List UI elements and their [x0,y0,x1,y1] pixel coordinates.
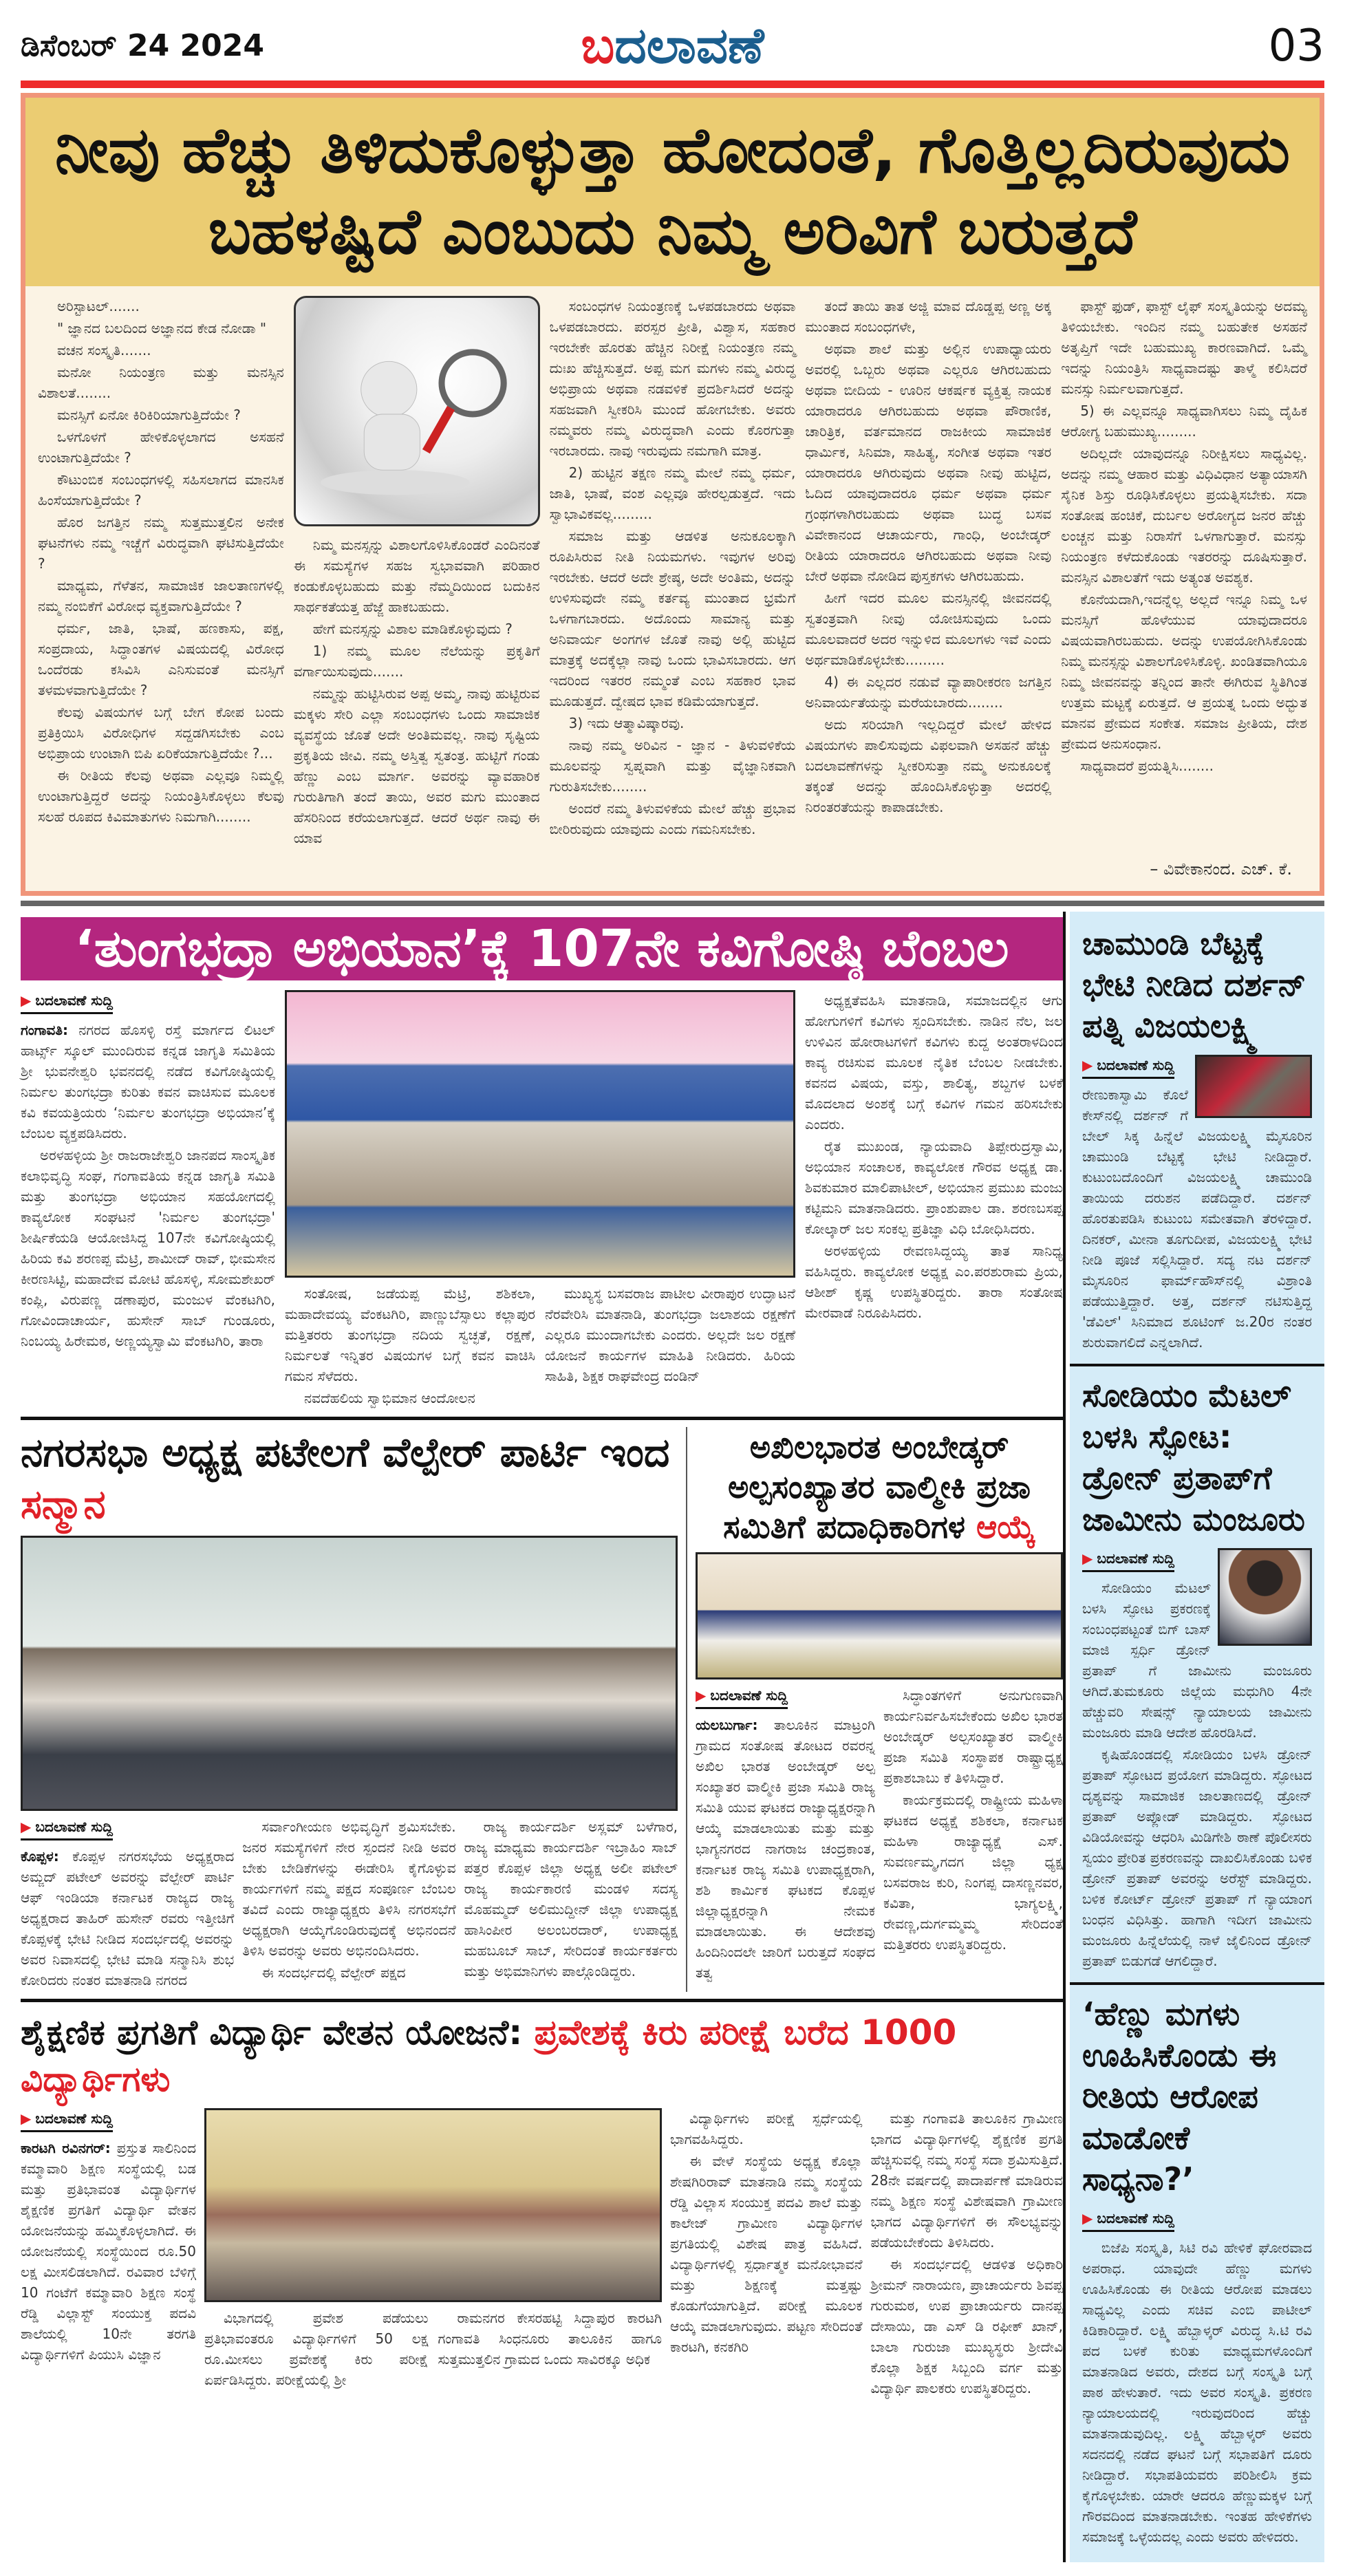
section-divider [21,1417,1063,1420]
tungabhadra-middle [285,990,795,1410]
scholarship-middle [204,2108,662,2400]
lead-text: ತಾಲೂಕಿನ ಮಾಟ್ರಂಗಿ ಗ್ರಾಮದ ಸಂತೋಷ ತೋಟದ ರವರನ್ನ ಅಖಿಲ ಭಾರತ ಅಂಬೇಡ್ಕರ್ ಅಲ್ಪ ಸಂಖ್ಯಾತರ ವಾಲ್ಮೀಕಿ ಪ್ರಜಾ ಸಮಿತಿ ರಾಜ್ಯ ಸಮಿತಿ ಯುವ ಘಟಕದ ರಾಜ್ಯಾಧ್ಯಕ್ಷರನ್ನಾಗಿ ಆಯ್ಕೆ ಮಾಡಲಾಯಿತು ಮತ್ತು ಮತ್ತು ಭಾಗ್ಯನಗರದ ನಾಗರಾಜ ಚಂದ್ರಕಾಂತ, ಕರ್ನಾಟಕ ರಾಜ್ಯ ಸಮಿತಿ ಉಪಾಧ್ಯಕ್ಷರಾಗಿ, ಶಶಿ ಕಾರ್ಮಿಕ ಘಟಕದ ಕೊಪ್ಪಳ ಜಿಲ್ಲಾಧ್ಯಕ್ಷರನ್ನಾಗಿ ನೇಮಕ ಮಾಡಲಾಯಿತು. ಈ ಆದೇಶವು ಹಿಂದಿನಿಂದಲೇ ಜಾರಿಗೆ ಬರುತ್ತದೆ ಸಂಘದ ತತ್ವ [696,1717,875,1981]
paragraph: ರಾಮನಗರ ಕೇಸರಹಟ್ಟಿ ಸಿದ್ದಾಪುರ ಕಾರಟಗಿ ಗಂಗಾವತಿ ಸಿಂಧನೂರು ತಾಲೂಕಿನ ಹಾಗೂ ಸುತ್ತಮುತ್ತಲಿನ ಗ್ರಾಮದ ಒಂದು ಸಾವಿರಕ್ಕೂ ಅಧಿಕ [438,2310,662,2368]
paragraph: ಈ ಸಂದರ್ಭದಲ್ಲಿ ವೆಲ್ಪೇರ್ ಪಕ್ಷದ [261,1964,406,1981]
tungabhadra-column-2 [285,1283,535,1410]
paragraph: ಅರಳಹಳ್ಳಿಯ ರೇವಣಸಿದ್ದಯ್ಯ ತಾತ ಸಾನಿಧ್ಯ ವಹಿಸಿದ್ದರು. ಕಾವ್ಯಲೋಕ ಅಧ್ಯಕ್ಷ ಎಂ.ಪರಶುರಾಮ ಪ್ರಿಯ, ಆಶೀಶ್ ಕೃಷ್ಣ ಉಪಸ್ಥಿತರಿದ್ದರು. ತಾರಾ ಸಂತೋಷ ಮೇರವಾಡೆ ನಿರೂಪಿಸಿದರು. [805,1243,1063,1321]
feature-column-2-wrap [294,296,540,850]
lead-text: ಕೊಪ್ಪಳ ನಗರಸಭೆಯ ಅಧ್ಯಕ್ಷರಾದ ಅಮ್ಜದ್ ಪಟೇಲ್ ಅವರನ್ನು ವೆಲ್ಪೇರ್ ಪಾರ್ಟಿ ಆಫ್ ಇಂಡಿಯಾ ಕರ್ನಾಟಕ ರಾಜ್ಯದ ರಾಜ್ಯ ಅಧ್ಯಕ್ಷರಾದ ತಾಹಿರ್ ಹುಸೇನ್ ರವರು ಇತ್ತೀಚಿಗೆ ಕೊಪ್ಪಳಕ್ಕೆ ಭೇಟಿ ನೀಡಿದ ಸಂದರ್ಭದಲ್ಲಿ ಅವರನ್ನು ಅವರ ನಿವಾಸದಲ್ಲಿ ಭೇಟಿ ಮಾಡಿ ಸನ್ಮಾನಿಸಿ ಶುಭ ಕೋರಿದರು ನಂತರ ಮಾತನಾಡಿ ನಗರದ [21,1848,235,1988]
section-divider [21,1999,1063,2002]
paragraph: ವಿಭಾಗದಲ್ಲಿ ಪ್ರವೇಶ ಪಡೆಯಲು ಪ್ರತಿಭಾವಂತರೂ ವಿದ್ಯಾರ್ಥಿಗಳಿಗೆ 50 ಲಕ್ಷ ರೂ.ಮೀಸಲು ಪ್ರವೇಶಕ್ಕೆ ಕಿರು ಪರೀಕ್ಷೆ ಏರ್ಪಡಿಸಿದ್ದರು. ಪರೀಕ್ಷೆಯಲ್ಲಿ ಶ್ರೀ [204,2310,429,2388]
scholarship-headline [21,2009,1063,2103]
headline-main: ಅಖಿಲಭಾರತ ಅಂಬೇಡ್ಕರ್ ಅಲ್ಪಸಂಖ್ಯಾತರ ವಾಲ್ಮೀಕಿ ಪ್ರಜಾ ಸಮಿತಿಗೆ ಪದಾಧಿಕಾರಿಗಳ [723,1428,1031,1545]
drone-headline: ಸೋಡಿಯಂ ಮೆಟಲ್ ಬಳಸಿ ಸ್ಫೋಟ: ಡ್ರೋನ್ ಪ್ರತಾಪ್‌ಗೆ ಜಾಮೀನು ಮಂಜೂರು [1082,1377,1305,1538]
masthead-divider [21,80,1324,88]
paragraph: ನಿಮ್ಮ ಮನಸ್ಸನ್ನು ವಿಶಾಲಗೊಳಿಸಿಕೊಂಡರೆ ಎಂದಿನಂತೆ ಈ ಸಮಸ್ಯೆಗಳ ಸಹಜ ಸ್ವಭಾವವಾಗಿ ಪರಿಹಾರ ಕಂಡುಕೊಳ್ಳಬಹುದು ಮತ್ತು ನೆಮ್ಮದಿಯಿಂದ ಬದುಕಿನ ಸಾರ್ಥಕತೆಯತ್ತ ಹೆಜ್ಜೆ ಹಾಕಬಹುದು. [293,537,540,615]
paragraph: ಈ ರೀತಿಯ ಕೆಲವು ಅಥವಾ ಎಲ್ಲವೂ ನಿಮ್ಮಲ್ಲಿ ಉಂಟಾಗುತ್ತಿದ್ದರೆ ಅದನ್ನು ನಿಯಂತ್ರಿಸಿಕೊಳ್ಳಲು ಕೆಲವು ಸಲಹೆ ರೂಪದ ಕಿವಿಮಾತುಗಳು ನಿಮಗಾಗಿ........ [38,767,284,825]
paragraph: 5) ಈ ಎಲ್ಲವನ್ನೂ ಸಾಧ್ಯವಾಗಿಸಲು ನಿಮ್ಮ ದೈಹಿಕ ಆರೋಗ್ಯ ಬಹುಮುಖ್ಯ......... [1061,402,1307,440]
scholarship-exam-hall-photo [204,2108,662,2302]
paragraph: ಧರ್ಮ, ಜಾತಿ, ಭಾಷೆ, ಹಣಕಾಸು, ಪಕ್ಷ, ಸಂಪ್ರದಾಯ, ಸಿದ್ಧಾಂತಗಳ ವಿಷಯದಲ್ಲಿ ವಿರೋಧ ಒಂದೆರಡು ಕಸಿವಿಸಿ ಎನಿಸುವಂತೆ ಮನಸ್ಸಿಗೆ ತಳಮಳವಾಗುತ್ತಿದೆಯೇ ? [38,620,284,698]
paragraph: ಅದು ಸರಿಯಾಗಿ ಇಲ್ಲದಿದ್ದರೆ ಮೇಲೆ ಹೇಳಿದ ವಿಷಯಗಳು ಪಾಲಿಸುವುದು ವಿಫಲವಾಗಿ ಅಸಹನೆ ಹೆಚ್ಚು ಬದಲಾವಣೆಗಳನ್ನು ಸ್ವೀಕರಿಸುತ್ತಾ ನಮ್ಮ ಅನುಕೂಲಕ್ಕೆ ತಕ್ಕಂತೆ ಅದನ್ನು ಹೊಂದಿಸಿಕೊಳ್ಳುತ್ತಾ ಅದರಲ್ಲಿ ನಿರಂತರತೆಯನ್ನು ಕಾಪಾಡಬೇಕು. [805,716,1052,815]
welfare-column-1 [21,1816,234,1992]
paragraph: ಹೇಗೆ ಮನಸ್ಸನ್ನು ವಿಶಾಲ ಮಾಡಿಕೊಳ್ಳುವುದು ? [312,621,513,637]
scholarship-column-2 [204,2308,429,2392]
feature-author: – ವಿವೇಕಾನಂದ. ಎಚ್. ಕೆ. [1150,859,1292,879]
paragraph: ಅದಿಲ್ಲದೇ ಯಾವುದನ್ನೂ ನಿರೀಕ್ಷಿಸಲು ಸಾಧ್ಯವಿಲ್ಲ. ಅದನ್ನು ನಮ್ಮ ಆಹಾರ ಮತ್ತು ವಿಧಿವಿಧಾನ ಅತ್ಯಾಯಾಸಗಿ ಸೈನಿಕ ಶಿಸ್ತು ರೂಢಿಸಿಕೊಳ್ಳಲು ಪ್ರಯತ್ನಿಸಬೇಕು. ಸದಾ ಸಂತೋಷ ಹಂಚಿಕೆ, ದುರ್ಬಲ ಅರೋಗ್ಯದ ಜನರ ಹೆಚ್ಚು ಲಂಚ್ಚನ ಮತ್ತು ನಿರಾಸೆಗೆ ಒಳಗಾಗುತ್ತಾರೆ. ಮನಸ್ಸು ನಿಯಂತ್ರಣ ಕಳೆದುಕೊಂಡು ಇತರರನ್ನು ದೂಷಿಸುತ್ತಾರೆ. ಮನಸ್ಸಿನ ವಿಶಾಲತೆಗೆ ಇದು ಅತ್ಯಂತ ಅವಶ್ಯಕ. [1061,445,1307,586]
feature-column-1 [38,296,284,850]
chamundi-text: ರೇಣುಕಾಸ್ವಾಮಿ ಕೊಲೆ ಕೇಸ್‌ನಲ್ಲಿ ದರ್ಶನ್ ಗೆ ಬೇಲ್ ಸಿಕ್ಕ ಹಿನ್ನೆಲೆ ವಿಜಯಲಕ್ಷ್ಮಿ ಮೈಸೂರಿನ ಚಾಮುಂಡಿ ಬೆಟ್ಟಕ್ಕೆ ಭೇಟಿ ನೀಡಿದ್ದಾರೆ. ಕುಟುಂಬದೊಂದಿಗೆ ವಿಜಯಲಕ್ಷ್ಮಿ ಚಾಮುಂಡಿ ತಾಯಿಯ ದರುಶನ ಪಡೆದಿದ್ದಾರೆ. ದರ್ಶನ್ ಹೊರತುಪಡಿಸಿ ಕುಟುಂಬ ಸಮೇತವಾಗಿ ತೆರಳಿದ್ದಾರೆ. ದಿನಕರ್, ಮೀನಾ ತೂಗುದೀಪ, ವಿಜಯಲಕ್ಷ್ಮಿ ಭೇಟಿ ನೀಡಿ ಪೂಜೆ ಸಲ್ಲಿಸಿದ್ದಾರೆ. ಸದ್ಯ ನಟ ದರ್ಶನ್ ಮೈಸೂರಿನ ಫಾರ್ಮ್‌ಹೌಸ್‌ನಲ್ಲಿ ವಿಶ್ರಾಂತಿ ಪಡೆಯುತ್ತಿದ್ದಾರೆ. ಅತ್ತ, ದರ್ಶನ್ ನಟಿಸುತ್ತಿದ್ದ 'ಡೆವಿಲ್' ಸಿನಿಮಾದ ಶೂಟಿಂಗ್ ಜ.20ರ ನಂತರ ಶುರುವಾಗಲಿದೆ ಎನ್ನಲಾಗಿದೆ. [1082,1086,1312,1351]
mbpatil-text: ಬಿಜೆಪಿ ಸಂಸ್ಕೃತಿ, ಸಿಟಿ ರವಿ ಹೇಳಿಕೆ ಘೋರವಾದ ಅಪರಾಧ. ಯಾವುದೇ ಹೆಣ್ಣು ಮಗಳು ಊಹಿಸಿಕೊಂಡು ಈ ರೀತಿಯ ಆರೋಪ ಮಾಡಲು ಸಾಧ್ಯವಿಲ್ಲ ಎಂದು ಸಚಿವ ಎಂಬಿ ಪಾಟೀಲ್ ಕಿಡಿಕಾರಿದ್ದಾರೆ. ಲಕ್ಷ್ಮಿ ಹೆಬ್ಬಾಳ್ಕರ್ ವಿರುದ್ಧ ಸಿ.ಟಿ ರವಿ ಪದ ಬಳಕೆ ಕುರಿತು ಮಾಧ್ಯಮಗಳೊಂದಿಗೆ ಮಾತನಾಡಿದ ಅವರು, ದೇಶದ ಬಗ್ಗೆ ಸಂಸ್ಕೃತಿ ಬಗ್ಗೆ ಪಾಠ ಹೇಳುತಾರೆ. ಇದು ಅವರ ಸಂಸ್ಕೃತಿ. ಪ್ರಕರಣ ನ್ಯಾಯಾಲಯದಲ್ಲಿ ಇರುವುದರಿಂದ ಹೆಚ್ಚು ಮಾತನಾಡುವುದಿಲ್ಲ. ಲಕ್ಷ್ಮಿ ಹೆಬ್ಬಾಳ್ಕರ್ ಅವರು ಸದನದಲ್ಲಿ ನಡೆದ ಘಟನೆ ಬಗ್ಗೆ ಸಭಾಪತಿಗೆ ದೂರು ನೀಡಿದ್ದಾರೆ. ಸಭಾಪತಿಯವರು ಪರಿಶೀಲಿಸಿ ಕ್ರಮ ಕೈಗೊಳ್ಳಬೇಕು. ಯಾರೇ ಆದರೂ ಹೆಣ್ಣುಮಕ್ಕಳ ಬಗ್ಗೆ ಗೌರವದಿಂದ ಮಾತನಾಡಬೇಕು. ಇಂತಹ ಹೇಳಿಕೆಗಳು ಸಮಾಜಕ್ಕೆ ಒಳ್ಳೆಯದಲ್ಲ ಎಂದು ಅವರು ಹೇಳಿದರು. [1082,2240,1312,2545]
tungabhadra-col1-text [21,1145,275,1351]
paragraph: 3) ಇದು ಆತ್ಮಾವಿಷ್ಕಾರವು. [568,715,685,731]
main-news-area [21,912,1063,2562]
scholarship-column-5 [871,2108,1064,2400]
paragraph: ಕೃಷಿಹೊಂಡದಲ್ಲಿ ಸೋಡಿಯಂ ಬಳಸಿ ಡ್ರೋನ್ ಪ್ರತಾಪ್ ಸ್ಫೋಟದ ಪ್ರಯೋಗ ಮಾಡಿದ್ದರು. ಸ್ಫೋಟದ ದೃಶ್ಯವನ್ನು ಸಾಮಾಜಿಕ ಜಾಲತಾಣದಲ್ಲಿ ಡ್ರೋನ್ ಪ್ರತಾಪ್ ಅಪ್ಲೋಡ್ ಮಾಡಿದ್ದರು. ಸ್ಫೋಟದ ವಿಡಿಯೋವನ್ನು ಆಧರಿಸಿ ಮಿಡಿಗೇಶಿ ಠಾಣೆ ಪೊಲೀಸರು ಸ್ವಯಂ ಪ್ರೇರಿತ ಪ್ರಕರಣವನ್ನು ದಾಖಲಿಸಿಕೊಂಡು ಬಳಿಕ ಡ್ರೋನ್ ಪ್ರತಾಪ್ ಅವರನ್ನು ಅರೆಸ್ಟ್ ಮಾಡಿದ್ದರು. ಬಳಿಕ ಕೋರ್ಟ್ ಡ್ರೋನ್ ಪ್ರತಾಪ್ ಗೆ ನ್ಯಾಯಾಂಗ ಬಂಧನ ವಿಧಿಸಿತ್ತು. ಹಾಗಾಗಿ ಇದೀಗ ಜಾಮೀನು ಮಂಜೂರು ಹಿನ್ನೆಲೆಯಲ್ಲಿ ನಾಳೆ ಜೈಲಿನಿಂದ ಡ್ರೋನ್ ಪ್ರತಾಪ್ ಬಿಡುಗಡೆ ಆಗಲಿದ್ದಾರೆ. [1082,1746,1312,1969]
byline [21,1816,113,1840]
paragraph: ಫಾಸ್ಟ್ ಫುಡ್, ಫಾಸ್ಟ್ ಲೈಫ್ ಸಂಸ್ಕೃತಿಯನ್ನು ಅದಮ್ಯ ತಿಳಿಯಬೇಕು. ಇಂದಿನ ನಮ್ಮ ಬಹುತೇಕ ಅಸಹನೆ ಅತೃಪ್ತಿಗೆ ಇದೇ ಬಹುಮುಖ್ಯ ಕಾರಣವಾಗಿದೆ. ಒಮ್ಮೆ ಇದನ್ನು ನಿಯಂತ್ರಿಸಿ ಸಾಧ್ಯವಾದಷ್ಟು ತಾಳ್ಮೆ ಕಲಿಸಿದರೆ ಮನಸ್ಸು ನಿರ್ಮಲವಾಗುತ್ತದೆ. [1061,298,1307,397]
paragraph: ಸರ್ವಾಂಗೀಯಣ ಅಭಿವೃದ್ಧಿಗೆ ಶ್ರಮಿಸಬೇಕು. ಜನರ ಸಮಸ್ಯೆಗಳಿಗೆ ನೇರ ಸ್ಪಂದನೆ ನೀಡಿ ಅವರ ಬೇಕು ಬೇಡಿಕೆಗಳನ್ನು ಈಡೇರಿಸಿ ಕೈಗೊಳ್ಳುವ ಕಾರ್ಯಗಳಿಗೆ ನಮ್ಮ ಪಕ್ಷದ ಸಂಪೂರ್ಣ ಬೆಂಬಲ ತವಿದೆ ಎಂದು ರಾಜ್ಯಾಧ್ಯಕ್ಷರು ತಿಳಿಸಿ ನಗರಸಭೆಗೆ ಅಧ್ಯಕ್ಷರಾಗಿ ಆಯ್ಕೆಗೊಂಡಿರುವುದಕ್ಕೆ ಅಭಿನಂದನೆ ತಿಳಿಸಿ ಅವರನ್ನು ಅವರು ಅಭಿನಂದಿಸಿದರು. [242,1818,456,1959]
paragraph: ಸಮಾಜ ಮತ್ತು ಆಡಳಿತ ಅನುಕೂಲಕ್ಕಾಗಿ ರೂಪಿಸಿರುವ ನೀತಿ ನಿಯಮಗಳು. ಇವುಗಳ ಅರಿವು ಇರಬೇಕು. ಆದರೆ ಅದೇ ಶ್ರೇಷ್ಠ, ಅದೇ ಅಂತಿಮ, ಅದನ್ನು ಉಳಿಸುವುದೇ ನಮ್ಮ ಕರ್ತವ್ಯ ಮುಂತಾದ ಭ್ರಮೆಗೆ ಒಳಗಾಗಬಾರದು. ಅದೊಂದು ಸಾಮಾನ್ಯ ಮತ್ತು ಅನಿವಾರ್ಯ ಅಂಗಗಳ ಜೊತೆ ನಾವು ಅಲ್ಲಿ ಹುಟ್ಟಿದ ಮಾತ್ರಕ್ಕೆ ಅದಕ್ಕೆಲ್ಲಾ ನಾವು ಒಂದು ಭಾವಿಸಬಾರದು. ಆಗ ಇದರಿಂದ ಇತರರ ನಮ್ಮಂತೆ ಎಂಬ ಸಹಕಾರ ಭಾವ ಮೂಡುತ್ತದೆ. ದ್ವೇಷದ ಭಾವ ಕಡಿಮೆಯಾಗುತ್ತದೆ. [549,528,796,709]
byline-triangle-icon: ▶ [21,1818,32,1835]
byline-triangle-icon: ▶ [696,1687,707,1704]
headline-accent: ಸನ್ಮಾನ [21,1481,106,1527]
paragraph: ತಂದೆ ತಾಯಿ ತಾತ ಅಜ್ಜಿ ಮಾವ ದೊಡ್ಡಪ್ಪ ಅಣ್ಣ ಅಕ್ಕ ಮುಂತಾದ ಸಂಬಂಧಗಳೇ, [805,298,1052,335]
paragraph: ರಾಜ್ಯ ಕಾರ್ಯದರ್ಶಿ ಅಸ್ಲಮ್ ಬಳೆಗಾರ, ರಾಜ್ಯ ಮಾಧ್ಯಮ ಕಾರ್ಯದರ್ಶಿ ಇಬ್ರಾಹಿಂ ಸಾಬ್ ಪತ್ತರ ಕೊಪ್ಪಳ ಜಿಲ್ಲಾ ಅಧ್ಯಕ್ಷ ಅಲೀ ಪಟೇಲ್ ರಾಜ್ಯ ಕಾರ್ಯಕಾರಣಿ ಮಂಡಳಿ ಸದಸ್ಯ ಮೊಹಮ್ಮದ್ ಅಲಿಮುದ್ದೀನ್ ಜಿಲ್ಲಾ ಉಪಾಧ್ಯಕ್ಷ ಹಾಸಿಂಪೀರ ಅಲಂಬರದಾರ್, ಉಪಾಧ್ಯಕ್ಷ ಮಹಬೂಬ್ ಸಾಬ್, ಸೇರಿದಂತೆ ಕಾರ್ಯಕರ್ತರು ಮತ್ತು ಅಭಿಮಾನಿಗಳು ಪಾಲ್ಗೊಂಡಿದ್ದರು. [464,1818,678,1979]
section-divider [21,901,1324,906]
drone-prathap-photo [1218,1548,1312,1646]
tungabhadra-event-photo [285,990,795,1278]
logo-rest: ದಲಾವಣೆ [614,16,764,74]
scholarship-column-3 [438,2308,663,2392]
byline-label: ಬದಲಾವಣೆ ಸುದ್ದಿ [710,1687,788,1704]
feature-column-5 [1061,296,1307,850]
feature-article-box [21,93,1324,896]
tungabhadra-column-1 [21,990,275,1410]
scholarship-column-1 [21,2108,196,2400]
byline-label: ಬದಲಾವಣೆ ಸುದ್ದಿ [1097,2210,1174,2226]
tungabhadra-subcolumns [285,1283,795,1410]
welfare-columns [21,1816,678,1992]
paragraph: " ಜ್ಞಾನದ ಬಲದಿಂದ ಅಜ್ಞಾನದ ಕೇಡ ನೋಡಾ " [57,320,267,336]
tungabhadra-headline: ‘ತುಂಗಭದ್ರಾ ಅಭಿಯಾನ’ಕ್ಕೆ 107ನೇ ಕವಿಗೋಷ್ಠಿ ಬೆಂಬಲ [21,917,1063,980]
paragraph: ವಿದ್ಯಾರ್ಥಿಗಳು ಪರೀಕ್ಷೆ ಸ್ಪರ್ಧೆಯಲ್ಲಿ ಭಾಗವಹಿಸಿದ್ದರು. [670,2110,863,2147]
mbpatil-headline: ‘ಹೆಣ್ಣು ಮಗಳು ಊಹಿಸಿಕೊಂಡು ಈ ರೀತಿಯ ಆರೋಪ ಮಾಡೋಕೆ ಸಾಧ್ಯನಾ?’ [1082,1995,1277,2198]
ambedkar-headline [696,1427,1063,1547]
byline [696,1685,788,1709]
paragraph: ರೈತ ಮುಖಂಡ, ನ್ಯಾಯವಾದಿ ತಿಪ್ಪೇರುದ್ರಸ್ವಾಮಿ, ಅಭಿಯಾನ ಸಂಚಾಲಕ, ಕಾವ್ಯಲೋಕ ಗೌರವ ಅಧ್ಯಕ್ಷ ಡಾ. ಶಿವಕುಮಾರ ಮಾಲಿಪಾಟೀಲ್, ಅಭಿಯಾನ ಪ್ರಮುಖ ಮಂಜು ಕಟ್ಟಿಮನಿ ಮಾತನಾಡಿದರು. ಪ್ರಾಂಶುಪಾಲ ಡಾ. ಶರಣಬಸಪ್ಪ ಕೋಲ್ಕಾರ್ ಜಲ ಸಂಕಲ್ಪ ಪ್ರತಿಜ್ಞಾ ವಿಧಿ ಬೋಧಿಸಿದರು. [805,1138,1063,1237]
paragraph: ನವದೆಹಲಿಯ ಸ್ವಾಭಿಮಾನ ಆಂದೋಲನ [304,1390,475,1406]
ambedkar-committee-photo [696,1552,1063,1679]
byline-label: ಬದಲಾವಣೆ ಸುದ್ದಿ [35,2110,113,2127]
issue-date: ಡಿಸೆಂಬರ್ 24 2024 [21,28,264,63]
scholarship-subcolumns [204,2308,662,2392]
dateline: ಯಲಬುರ್ಗಾ: [696,1717,758,1733]
byline-triangle-icon: ▶ [21,2110,32,2127]
mbpatil-story [1082,1989,1312,2548]
paragraph: ಅಧ್ಯಕ್ಷತೆವಹಿಸಿ ಮಾತನಾಡಿ, ಸಮಾಜದಲ್ಲಿನ ಆಗು ಹೋಗುಗಳಿಗೆ ಕವಿಗಳು ಸ್ಪಂದಿಸಬೇಕು. ನಾಡಿನ ನೆಲ, ಜಲ ಉಳಿವಿನ ಹೋರಾಟಗಳಿಗೆ ಕವಿಗಳು ಕುದ್ದ ಅಂತರಾಳದಿಂದ ಕಾವ್ಯ ರಚಿಸುವ ಮೂಲಕ ನೈತಿಕ ಬೆಂಬಲ ನೀಡಬೇಕು. ಕವನದ ವಿಷಯ, ವಸ್ತು, ಶಾಲಿತ್ಯ, ಶಬ್ದಗಳ ಬಳಕೆ ಮೊದಲಾದ ಅಂಶಕ್ಕೆ ಬಗ್ಗೆ ಕವಿಗಳ ಗಮನ ಹರಿಸಬೇಕು ಎಂದರು. [805,992,1063,1133]
feature-illustration-magnifier [294,296,540,526]
feature-column-2 [294,535,540,848]
paragraph: ಮನೋ ನಿಯಂತ್ರಣ ಮತ್ತು ಮನಸ್ಸಿನ ವಿಶಾಲತೆ........ [38,364,284,401]
paragraph: ಒಳಗೊಳಗೆ ಹೇಳಿಕೊಳ್ಳಲಾಗದ ಅಸಹನೆ ಉಂಟಾಗುತ್ತಿದೆಯೇ ? [38,429,284,466]
feature-headline [25,98,1320,286]
scholarship-body [21,2108,1063,2400]
chamundi-photo [1195,1055,1312,1118]
paragraph: ನಾವು ನಮ್ಮ ಅರಿವಿನ - ಜ್ಞಾನ - ತಿಳುವಳಿಕೆಯ ಮೂಲವನ್ನು ಸ್ವಪ್ನವಾಗಿ ಮತ್ತು ವೈಜ್ಞಾನಿಕವಾಗಿ ಗುರುತಿಸಬೇಕು........ [549,737,796,795]
paragraph: ಮನಸ್ಸಿಗೆ ಏನೋ ಕಿರಿಕಿರಿಯಾಗುತ್ತಿದೆಯೇ ? [57,407,241,423]
page-number: 03 [1268,20,1324,72]
newspaper-logo [310,17,1035,76]
paragraph: ಸೋಡಿಯಂ ಮೆಟಲ್ ಬಳಸಿ ಸ್ಫೋಟ ಪ್ರಕರಣಕ್ಕೆ ಸಂಬಂಧಪಟ್ಟಂತೆ ಬಿಗ್ ಬಾಸ್ ಮಾಜಿ ಸ್ಪರ್ಧಿ ಡ್ರೋನ್ ಪ್ರತಾಪ್ ಗೆ ಜಾಮೀನು ಮಂಜೂರು ಆಗಿದೆ.ತುಮಕೂರು ಜಿಲ್ಲೆಯ ಮಧುಗಿರಿ 4ನೇ ಹೆಚ್ಚುವರಿ ಸೇಷನ್ಸ್ ನ್ಯಾಯಾಲಯ ಜಾಮೀನು ಮಂಜೂರು ಮಾಡಿ ಆದೇಶ ಹೊರಡಿಸಿದೆ. [1082,1580,1312,1741]
paragraph: ಹೀಗೆ ಇದರ ಮೂಲ ಮನಸ್ಸಿನಲ್ಲಿ ಜೀವನದಲ್ಲಿ ಸ್ವತಂತ್ರವಾಗಿ ನೀವು ಯೋಚಿಸುವುದು ಒಂದು ಮೂಲವಾದರೆ ಅದರ ಇನ್ನುಳಿದ ಮೂಲಗಳು ಇವೆ ಎಂದು ಅರ್ಥಮಾಡಿಕೊಳ್ಳಬೇಕು......... [805,590,1052,668]
byline [1082,2208,1174,2232]
byline-triangle-icon: ▶ [1082,1057,1093,1073]
paragraph: ಈ ಸಂದರ್ಭದಲ್ಲಿ ಆಡಳಿತ ಅಧಿಕಾರಿ ಶ್ರೀಮನ್ ನಾರಾಯಣ, ಪ್ರಾಚಾರ್ಯರು ಶಿವಪ್ಪ ಗುರುಮಠ, ಉಪ ಪ್ರಾಚಾರ್ಯರು ದಾನಪ್ಪ ದೇಸಾಯಿ, ಡಾ ಎಸ್ ಡಿ ರಫೀಕ್ ಖಾನ್, ಬಾಲಾ ಗುರುಜಾ ಮುಖ್ಯಸ್ಥರು ಶ್ರೀದೇವಿ ಕೊಲ್ಲಾ ಶಿಕ್ಷಕ ಸಿಬ್ಬಂದಿ ವರ್ಗ ಮತ್ತು ವಿದ್ಯಾರ್ಥಿ ಪಾಲಕರು ಉಪಸ್ಥಿತರಿದ್ದರು. [870,2256,1063,2396]
headline-accent: ಆಯ್ಕೆ [976,1508,1035,1545]
byline-label: ಬದಲಾವಣೆ ಸುದ್ದಿ [1097,1057,1174,1073]
paragraph: ಮಾಧ್ಯಮ, ಗೆಳೆತನ, ಸಾಮಾಜಿಕ ಜಾಲತಾಣಗಳಲ್ಲಿ ನಮ್ಮ ನಂಬಿಕೆಗೆ ವಿರೋಧ ವ್ಯಕ್ತವಾಗುತ್ತಿದೆಯೇ ? [38,577,284,614]
mbpatil-body [1082,2208,1312,2547]
byline-triangle-icon: ▶ [1082,2210,1093,2226]
feature-headline-line2: ಬಹಳಷ್ಟಿದೆ ಎಂಬುದು ನಿಮ್ಮ ಅರಿವಿಗೆ ಬರುತ್ತದೆ [208,195,1137,268]
welfare-column-2 [242,1816,455,1992]
drone-story [1082,1371,1312,1973]
byline-label: ಬದಲಾವಣೆ ಸುದ್ದಿ [35,1818,113,1835]
byline-triangle-icon: ▶ [21,992,32,1009]
welfare-story [21,1427,678,1992]
welfare-column-3 [464,1816,678,1992]
lower-section [21,912,1324,2562]
welfare-felicitation-photo [21,1536,678,1811]
paragraph: ಅರಳಹಳ್ಳಿಯ ಶ್ರೀ ರಾಜರಾಜೇಶ್ವರಿ ಜಾನಪದ ಸಾಂಸ್ಕೃತಿಕ ಕಲಾಭಿವೃದ್ಧಿ ಸಂಘ, ಗಂಗಾವತಿಯ ಕನ್ನಡ ಜಾಗೃತಿ ಸಮಿತಿ ಮತ್ತು ತುಂಗಭದ್ರಾ ಅಭಿಯಾನ ಸಹಯೋಗದಲ್ಲಿ ಕಾವ್ಯಲೋಕ ಸಂಘಟನೆ 'ನಿರ್ಮಲ ತುಂಗಭದ್ರಾ' ಶೀರ್ಷಿಕೆಯಡಿ ಆಯೋಜಿಸಿದ್ದ 107ನೇ ಕವಿಗೋಷ್ಠಿಯಲ್ಲಿ ಹಿರಿಯ ಕವಿ ಶರಣಪ್ಪ ಮೆಟ್ರಿ, ಶಾಮೀದ್ ರಾವ್, ಭೀಮಸೇನ ಕೀರಣಸಿಟ್ಟಿ, ಮಹಾದೇವ ಮೋಟಿ ಹೊಸಳ್ಳಿ, ಸೋಮಶೇಖರ್ ಕಂಪ್ಲಿ, ವಿರುಪಣ್ಣ ಡಣಾಪುರ, ಮಂಜುಳ ವೆಂಕಟಗಿರಿ, ಗೋವಿಂದಾಚಾರ್ಯ, ಹುಸೇನ್ ಸಾಬ್ ಗುಂಡೂರು, ನಿಂಬಯ್ಯ ಹಿರೇಮಠ, ಅಣ್ಣಯ್ಯಸ್ವಾಮಿ ವೆಂಕಟಗಿರಿ, ತಾರಾ [21,1147,275,1349]
paragraph: ಕಾರ್ಯಕ್ರಮದಲ್ಲಿ ರಾಷ್ಟ್ರೀಯ ಮಹಿಳಾ ಘಟಕದ ಅಧ್ಯಕ್ಷೆ ಶಶಿಕಲಾ, ಕರ್ನಾಟಕ ಮಹಿಳಾ ರಾಜ್ಯಾಧ್ಯಕ್ಷೆ ಎಸ್. ಸುವರ್ಣಮ್ಮ,ಗದಗ ಜಿಲ್ಲಾ ಧ್ಯಕ್ಷ ಬಸವರಾಜ ಕುರಿ, ನಿಂಗಪ್ಪ ದಾಸಣ್ಣನವರ, ಕವಿತಾ, ಭಾಗ್ಯಲಕ್ಷ್ಮಿ, ರೇವಣ್ಣ,ದುರ್ಗಮ್ಮಮ್ಮ ಸೇರಿದಂತೆ ಮತ್ತಿತರರು ಉಪಸ್ಥಿತರಿದ್ದರು. [883,1792,1063,1953]
feature-headline-line1: ನೀವು ಹೆಚ್ಚು ತಿಳಿದುಕೊಳ್ಳುತ್ತಾ ಹೋದಂತೆ, ಗೊತ್ತಿಲ್ಲದಿರುವುದು [54,114,1291,187]
paragraph: ಸಾಧ್ಯವಾದರೆ ಪ್ರಯತ್ನಿಸಿ........ [1080,758,1214,774]
paragraph: ಅರಿಸ್ಟಾಟಲ್....... [57,298,140,314]
tungabhadra-column-3 [545,1283,795,1410]
column-divider [686,1427,687,1992]
chamundi-body [1082,1055,1312,1353]
magnifier-figure-icon [296,298,538,524]
paragraph: ಕೌಟುಂಬಿಕ ಸಂಬಂಧಗಳಲ್ಲಿ ಸಹಿಸಲಾಗದ ಮಾನಸಿಕ ಹಿಂಸೆಯಾಗುತ್ತಿದೆಯೇ ? [38,471,284,508]
paragraph: ಅಥವಾ ಶಾಲೆ ಮತ್ತು ಅಲ್ಲಿನ ಉಪಾಧ್ಯಾಯರು ಅವರಲ್ಲಿ ಒಬ್ಬರು ಅಥವಾ ಎಲ್ಲರೂ ಆಗಿರಬಹುದು ಅಥವಾ ಬೀದಿಯ - ಊರಿನ ಆಕರ್ಷಕ ವ್ಯಕ್ತಿತ್ವ ನಾಯಕ ಯಾರಾದರೂ ಆಗಿರಬಹುದು ಅಥವಾ ಪೌರಾಣಿಕ, ಚಾರಿತ್ರಿಕ, ವರ್ತಮಾನದ ರಾಜಕೀಯ ಸಾಮಾಜಿಕ ಧಾರ್ಮಿಕ, ಸಿನಿಮಾ, ಸಾಹಿತ್ಯ, ಸಂಗೀತ ಅಥವಾ ಇತರ ಯಾರಾದರೂ ಆಗಿರುವುದು ಅಥವಾ ನೀವು ಹುಟ್ಟಿದ, ಓದಿದ ಯಾವುದಾದರೂ ಧರ್ಮ ಅಥವಾ ಧರ್ಮ ಗ್ರಂಥಗಳಾಗಿರಬಹುದು ಅಥವಾ ಬುದ್ಧ ಬಸವ ವಿವೇಕಾನಂದ ಆಚಾರ್ಯರು, ಗಾಂಧಿ, ಅಂಬೇಡ್ಕರ್ ರೀತಿಯ ಯಾರಾದರೂ ಆಗಿರಬಹುದು ಅಥವಾ ನೀವು ಬೇರೆ ಅಥವಾ ನೋಡಿದ ಪುಸ್ತಕಗಳು ಆಗಿರಬಹುದು. [805,341,1052,584]
headline-main: ನಗರಸಭಾ ಅಧ್ಯಕ್ಷ ಪಟೇಲಗೆ ವೆಲ್ಪೇರ್ ಪಾರ್ಟಿ ಇಂದ [21,1429,670,1476]
headline-main: ಶೈಕ್ಷಣಿಕ ಪ್ರಗತಿಗೆ ವಿದ್ಯಾರ್ಥಿ ವೇತನ ಯೋಜನೆ: [21,2012,535,2052]
scholarship-column-4 [670,2108,863,2400]
paragraph: ಮುಖ್ಯಸ್ಥ ಬಸವರಾಜ ಪಾಟೀಲ ವೀರಾಪುರ ಉದ್ಘಾಟನೆ ನೆರವೇರಿಸಿ ಮಾತನಾಡಿ, ತುಂಗಭದ್ರಾ ಜಲಾಶಯ ರಕ್ಷಣೆಗೆ ಎಲ್ಲರೂ ಮುಂದಾಗಬೇಕು ಎಂದರು. ಅಲ್ಲದೇ ಜಲ ರಕ್ಷಣೆ ಯೋಜನೆ ಕಾರ್ಯಗಳ ಮಾಹಿತಿ ನೀಡಿದರು. ಹಿರಿಯ ಸಾಹಿತಿ, ಶಿಕ್ಷಕ ರಾಘವೇಂದ್ರ ದಂಡಿನ್ [545,1285,795,1384]
sidebar-divider [1063,912,1066,2562]
logo-first-letter: ಬ [581,16,615,74]
byline [21,2108,113,2132]
paragraph: 4) ಈ ಎಲ್ಲದರ ನಡುವೆ ವ್ಯಾಪಾರೀಕರಣ ಜಗತ್ತಿನ ಅನಿವಾರ್ಯತೆಯನ್ನು ಮರೆಯಬಾರದು........ [805,674,1052,711]
drone-body [1082,1548,1312,1971]
chamundi-story [1082,919,1312,1354]
paragraph: ಮತ್ತು ಗಂಗಾವತಿ ತಾಲೂಕಿನ ಗ್ರಾಮೀಣ ಭಾಗದ ವಿದ್ಯಾರ್ಥಿಗಳಲ್ಲಿ ಶೈಕ್ಷಣಿಕ ಪ್ರಗತಿ ಹೆಚ್ಚಿಸುವಲ್ಲಿ ನಮ್ಮ ಸಂಸ್ಥೆ ಸದಾ ಶ್ರಮಿಸುತ್ತಿದೆ. 28ನೇ ವರ್ಷದಲ್ಲಿ ಪಾದಾರ್ಪಣೆ ಮಾಡಿರುವ ನಮ್ಮ ಶಿಕ್ಷಣ ಸಂಸ್ಥೆ ವಿಶೇಷವಾಗಿ ಗ್ರಾಮೀಣ ಭಾಗದ ವಿದ್ಯಾರ್ಥಿಗಳಿಗೆ ಈ ಸೌಲಭ್ಯವನ್ನು ಪಡೆಯಬೇಕೆಂದು ತಿಳಿಸಿದರು. [870,2110,1063,2251]
dateline: ಕಾರಟಗಿ ರವಿನಗರ್: [21,2140,111,2156]
lead-text: ಪ್ರಸ್ತುತ ಸಾಲಿನಿಂದ ಕಮ್ಮಾವಾರಿ ಶಿಕ್ಷಣ ಸಂಸ್ಥೆಯಲ್ಲಿ ಬಡ ಮತ್ತು ಪ್ರತಿಭಾವಂತ ವಿದ್ಯಾರ್ಥಿಗಳ ಶೈಕ್ಷಣಿಕ ಪ್ರಗತಿಗೆ ವಿದ್ಯಾರ್ಥಿ ವೇತನ ಯೋಜನೆಯನ್ನು ಹಮ್ಮಿಕೊಳ್ಳಲಾಗಿದೆ. ಈ ಯೋಜನೆಯಲ್ಲಿ ಸಂಸ್ಥೆಯಿಂದ ರೂ.50 ಲಕ್ಷ ಮೀಸಲಿಡಲಾಗಿದೆ. ರವಿವಾರ ಬೆಳಿಗ್ಗೆ 10 ಗಂಟೆಗೆ ಕಮ್ಮಾವಾರಿ ಶಿಕ್ಷಣ ಸಂಸ್ಥೆ ರೆಡ್ಡಿ ವಿಲ್ಲಾಸ್ಟ್ ಸಂಯುಕ್ತ ಪದವಿ ಶಾಲೆಯಲ್ಲಿ 10ನೇ ತರಗತಿ ವಿದ್ಯಾರ್ಥಿಗಳಿಗೆ ಪಿಯುಸಿ ವಿಜ್ಞಾನ [21,2140,196,2363]
paragraph: 2) ಹುಟ್ಟಿನ ತಕ್ಷಣ ನಮ್ಮ ಮೇಲೆ ನಮ್ಮ ಧರ್ಮ, ಜಾತಿ, ಭಾಷೆ, ವಂಶ ಎಲ್ಲವೂ ಹೇರಲ್ಪಡುತ್ತದೆ. ಇದು ಸ್ವಾಭಾವಿಕವಲ್ಲ......... [549,464,796,522]
paragraph: ಈ ವೇಳೆ ಸಂಸ್ಥೆಯ ಅಧ್ಯಕ್ಷ ಕೊಲ್ಲಾ ಶೇಷಗಿರಿರಾವ್ ಮಾತನಾಡಿ ನಮ್ಮ ಸಂಸ್ಥೆಯ ರೆಡ್ಡಿ ವಿಲ್ಲಾಸ ಸಂಯುಕ್ತ ಪದವಿ ಶಾಲೆ ಮತ್ತು ಕಾಲೇಜ್ ಗ್ರಾಮೀಣ ವಿದ್ಯಾರ್ಥಿಗಳ ಪ್ರಗತಿಯಲ್ಲಿ ವಿಶೇಷ ಪಾತ್ರ ವಹಿಸಿದೆ. ವಿದ್ಯಾರ್ಥಿಗಳಲ್ಲಿ ಸ್ಪರ್ಧಾತ್ಮಕ ಮನೋಭಾವನೆ ಮತ್ತು ಶಿಕ್ಷಣಕ್ಕೆ ಮತ್ತಷ್ಟು ಕೊಡುಗೆಯಾಗುತ್ತಿದೆ. ಪರೀಕ್ಷೆ ಮೂಲಕ ಆಯ್ಕೆ ಮಾಡಲಾಗುವುದು. ಪಟ್ಟಣ ಸೇರಿದಂತೆ ಕಾರಟಗಿ, ಕನಕಗಿರಿ [670,2153,863,2355]
lead-text: ನಗರದ ಹೊಸಳ್ಳಿ ರಸ್ತೆ ಮಾರ್ಗದ ಲಿಟಲ್ ಹಾರ್ಟ್ಸ್ ಸ್ಕೂಲ್ ಮುಂದಿರುವ ಕನ್ನಡ ಜಾಗೃತಿ ಸಮಿತಿಯ ಶ್ರೀ ಭುವನೇಶ್ವರಿ ಭವನದಲ್ಲಿ ನಡೆದ ಕವಿಗೋಷ್ಠಿಯಲ್ಲಿ ನಿರ್ಮಲ ತುಂಗಭದ್ರಾ ಕುರಿತು ಕವನ ವಾಚಿಸುವ ಮೂಲಕ ಕವಿ ಕವಯತ್ರಿಯರು ‘ನಿರ್ಮಲ ತುಂಗಭದ್ರಾ ಅಭಿಯಾನ’ಕ್ಕೆ ಬೆಂಬಲ ವ್ಯಕ್ತಪಡಿಸಿದರು. [21,1022,275,1141]
tungabhadra-body [21,990,1063,1410]
paragraph: ವಚನ ಸಂಸ್ಕೃತಿ....... [57,342,151,358]
paragraph: ಅಂದರೆ ನಮ್ಮ ತಿಳುವಳಿಕೆಯ ಮೇಲೆ ಹೆಚ್ಚು ಪ್ರಭಾವ ಬೀರಿರುವುದು ಯಾವುದು ಎಂದು ಗಮನಿಸಬೇಕು. [549,800,796,837]
feature-body [25,286,1320,855]
welfare-headline [21,1427,678,1530]
paragraph: ಸಂತೋಷ, ಜಡೆಯಪ್ಪ ಮೆಟ್ರಿ, ಶಶಿಕಲಾ, ಮಹಾದೇವಯ್ಯ ವೆಂಕಟಗಿರಿ, ಪಾಣ್ಣುಬೆಸ್ಸಾಲು ಕಲ್ಲಾಪುರ ಮತ್ತಿತರರು ತುಂಗಭದ್ರಾ ನದಿಯ ಸ್ವಚ್ಛತೆ, ರಕ್ಷಣೆ, ನಿರ್ಮಲತೆ ಇನ್ನಿತರ ವಿಷಯಗಳ ಬಗ್ಗೆ ಕವನ ವಾಚಿಸಿ ಗಮನ ಸೆಳೆದರು. [285,1285,535,1384]
ambedkar-columns [696,1685,1063,1984]
byline-label: ಬದಲಾವಣೆ ಸುದ್ದಿ [35,992,113,1009]
feature-column-3 [550,296,796,850]
paragraph: ಕೊನೆಯದಾಗಿ,ಇದನ್ನೆಲ್ಲ ಅಲ್ಲದೆ ಇನ್ನೂ ನಿಮ್ಮ ಒಳ ಮನಸ್ಸಿಗೆ ಹೊಳೆಯುವ ಯಾವುದಾದರೂ ವಿಷಯವಾಗಿರಬಹುದು. ಅದನ್ನು ಉಪಯೋಗಿಸಿಕೊಂಡು ನಿಮ್ಮ ಮನಸ್ಸನ್ನು ವಿಶಾಲಗೊಳಿಸಿಕೊಳ್ಳಿ. ಖಂಡಿತವಾಗಿಯೂ ನಿಮ್ಮ ಜೀವನವನ್ನು ತನ್ನಿಂದ ತಾನೇ ಈಗಿರುವ ಸ್ಥಿತಿಗಿಂತ ಉತ್ತಮ ಮಟ್ಟಕ್ಕೆ ಏರುತ್ತದೆ. ಆ ಪ್ರಯತ್ನ ಒಂದು ಅದ್ಭುತ ಮಾನವ ಪ್ರೇಮದ ಸಂಕೇತ. ಸಮಾಜ ಪ್ರೀತಿಯ, ದೇಶ ಪ್ರೇಮದ ಅನುಸಂಧಾನ. [1061,591,1307,752]
sidebar-divider [1070,1364,1324,1366]
dateline: ಗಂಗಾವತಿ: [21,1022,68,1038]
middle-stories [21,1427,1063,1992]
paragraph: ಸಿದ್ಧಾಂತಗಳಿಗೆ ಅನುಗುಣವಾಗಿ ಕಾರ್ಯನಿರ್ವಹಿಸಬೇಕೆಂದು ಅಖಿಲ ಭಾರತ ಅಂಬೇಡ್ಕರ್ ಅಲ್ಪಸಂಖ್ಯಾತರ ವಾಲ್ಮೀಕಿ ಪ್ರಜಾ ಸಮಿತಿ ಸಂಸ್ಥಾಪಕ ರಾಷ್ಟ್ರಾಧ್ಯಕ್ಷ ಪ್ರಕಾಶಬಾಬು ಕೆ ತಿಳಿಸಿದ್ದಾರೆ. [883,1687,1063,1786]
paragraph: ಸಂಬಂಧಗಳ ನಿಯಂತ್ರಣಕ್ಕೆ ಒಳಪಡಬಾರದು ಅಥವಾ ಒಳಪಡಬಾರದು. ಪರಸ್ಪರ ಪ್ರೀತಿ, ವಿಶ್ವಾಸ, ಸಹಕಾರ ಇರಬೇಕೇ ಹೊರತು ಹೆಚ್ಚಿನ ನಿರೀಕ್ಷೆ ನಿಯಂತ್ರಣ ನಮ್ಮ ದುಃಖ ಹೆಚ್ಚಿಸುತ್ತದೆ. ಅಪ್ಪ ಮಗ ಮಗಳು ನಮ್ಮ ವಿರುದ್ಧ ಅಭಿಪ್ರಾಯ ಅಥವಾ ನಡವಳಿಕೆ ಪ್ರದರ್ಶಿಸಿದರೆ ಅದನ್ನು ಸಹಜವಾಗಿ ಸ್ವೀಕರಿಸಿ ಮುಂದೆ ಹೋಗಬೇಕು. ಅವರು ನಮ್ಮವರು ನಮ್ಮ ವಿರುದ್ಧವಾಗಿ ಎಂದು ಕೊರಗುತ್ತಾ ಇರಬಾರದು. ನಾವು ಇರುವುದು ನಮಗಾಗಿ ಮಾತ್ರ. [549,298,796,459]
byline [1082,1055,1174,1079]
ambedkar-story [696,1427,1063,1992]
ambedkar-column-1 [696,1685,875,1984]
masthead [21,0,1324,79]
paragraph: 1) ನಮ್ಮ ಮೂಲ ನೆಲೆಯನ್ನು ಪ್ರಕೃತಿಗೆ ವರ್ಗಾಯಿಸುವುದು....... [293,643,540,680]
paragraph: ಕೆಲವು ವಿಷಯಗಳ ಬಗ್ಗೆ ಬೇಗ ಕೋಪ ಬಂದು ಪ್ರತಿಕ್ರಿಯಿಸಿ ವಿರೋಧಿಗಳ ಸದ್ದಡಗಿಸಬೇಕು ಎಂಬ ಅಭಿಪ್ರಾಯ ಉಂಟಾಗಿ ಬಿಪಿ ಏರಿಕೆಯಾಗುತ್ತಿದೆಯೇ ?... [38,704,284,762]
tungabhadra-column-4 [805,990,1063,1410]
feature-column-4 [805,296,1051,850]
byline-label: ಬದಲಾವಣೆ ಸುದ್ದಿ [1097,1550,1174,1567]
sidebar-divider [1070,1982,1324,1985]
paragraph: ನಮ್ಮನ್ನು ಹುಟ್ಟಿಸಿರುವ ಅಪ್ಪ ಅಮ್ಮ, ನಾವು ಹುಟ್ಟಿರುವ ಮಕ್ಕಳು ಸೇರಿ ಎಲ್ಲಾ ಸಂಬಂಧಗಳು ಒಂದು ಸಾಮಾಜಿಕ ವ್ಯವಸ್ಥೆಯ ಜೊತೆ ಅದೇ ಅಂತಿಮವಲ್ಲ. ನಾವು ಸೃಷ್ಟಿಯ ಪ್ರಕೃತಿಯ ಜೀವಿ. ನಮ್ಮ ಅಸ್ತಿತ್ವ ಸ್ವತಂತ್ರ. ಹುಟ್ಟಿಗೆ ಗಂಡು ಹೆಣ್ಣು ಎಂಬ ಮಾರ್ಗ. ಅವರನ್ನು ವ್ಯಾವಹಾರಿಕ ಗುರುತಿಗಾಗಿ ತಂದೆ ತಾಯಿ, ಅವರ ಮಗು ಮುಂತಾದ ಹೆಸರಿನಿಂದ ಕರೆಯಲಾಗುತ್ತದೆ. ಆದರೆ ಅರ್ಥ ನಾವು ಈ ಯಾವ [293,685,540,846]
ambedkar-column-2 [883,1685,1063,1984]
byline-triangle-icon: ▶ [1082,1550,1093,1567]
headline-accent: ಪ್ರವೇಶಕ್ಕೆ ಕಿರು ಪರೀಕ್ಷೆ ಬರೆದ 1000 ವಿದ್ಯಾರ್ಥಿಗಳು [21,2012,957,2099]
byline [1082,1548,1174,1572]
dateline: ಕೊಪ್ಪಳ: [21,1848,59,1865]
chamundi-headline: ಚಾಮುಂಡಿ ಬೆಟ್ಟಕ್ಕೆ ಭೇಟಿ ನೀಡಿದ ದರ್ಶನ್ ಪತ್ನಿ ವಿಜಯಲಕ್ಷ್ಮಿ [1082,925,1306,1044]
sidebar [1070,912,1324,2562]
byline [21,990,113,1014]
paragraph: ಹೊರ ಜಗತ್ತಿನ ನಮ್ಮ ಸುತ್ತಮುತ್ತಲಿನ ಅನೇಕ ಘಟನೆಗಳು ನಮ್ಮ ಇಚ್ಚೆಗೆ ವಿರುದ್ಧವಾಗಿ ಘಟಿಸುತ್ತಿದೆಯೇ ? [38,514,284,572]
